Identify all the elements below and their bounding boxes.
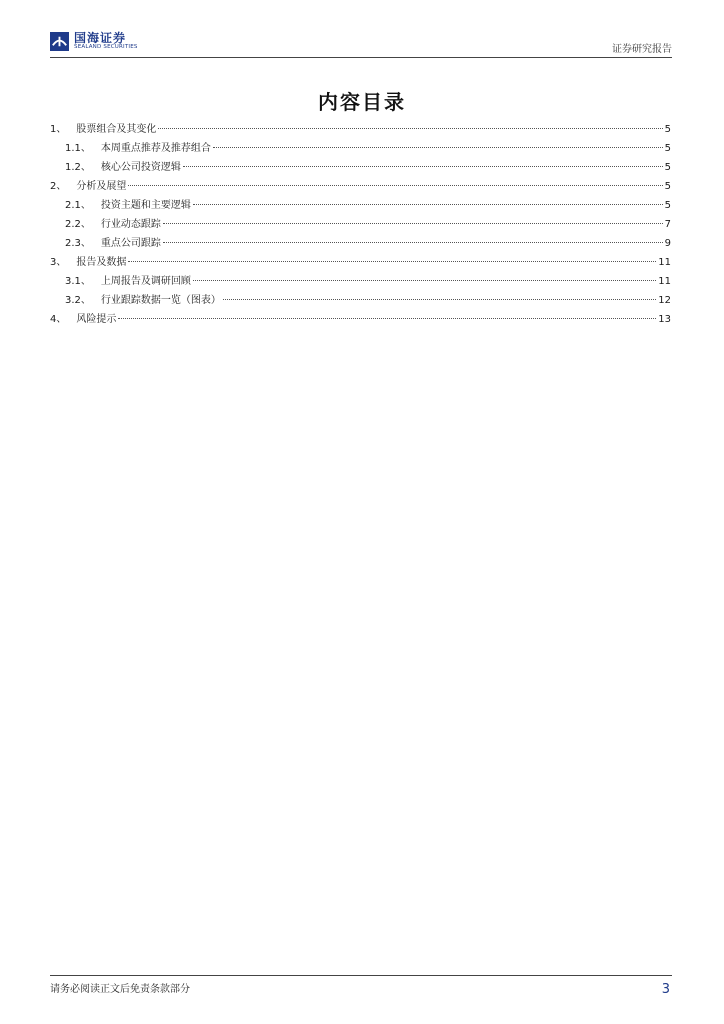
toc-entry-number: 2.2、 — [65, 219, 91, 230]
toc-entry-label: 重点公司跟踪 — [100, 238, 161, 249]
toc-entry-page: 5 — [664, 124, 671, 135]
toc-entry-number: 1、 — [50, 124, 67, 135]
toc-entry-number: 4、 — [50, 314, 67, 325]
toc-leader-dots — [223, 299, 656, 300]
table-of-contents — [50, 120, 671, 329]
toc-entry-label: 上周报告及调研回顾 — [100, 276, 191, 287]
toc-title: 内容目录 — [318, 90, 406, 114]
toc-entry-page: 5 — [664, 143, 671, 154]
toc-leader-dots — [118, 318, 656, 319]
sealand-logo-icon — [50, 32, 69, 51]
toc-leader-dots — [193, 280, 656, 281]
toc-entry-number: 2.3、 — [65, 238, 91, 249]
toc-entry[interactable] — [50, 120, 671, 139]
toc-leader-dots — [213, 147, 663, 148]
footer-disclaimer: 请务必阅读正文后免责条款部分 — [50, 984, 190, 995]
toc-entry-label: 风险提示 — [76, 314, 117, 325]
toc-entry-number: 2.1、 — [65, 200, 91, 211]
toc-leader-dots — [193, 204, 663, 205]
toc-entry[interactable] — [50, 177, 671, 196]
logo-english-name: SEALAND SECURITIES — [74, 44, 138, 51]
toc-leader-dots — [163, 242, 663, 243]
toc-leader-dots — [128, 261, 656, 262]
toc-entry-page: 13 — [658, 314, 671, 325]
toc-leader-dots — [183, 166, 663, 167]
toc-entry[interactable] — [50, 291, 671, 310]
toc-entry-page: 9 — [664, 238, 671, 249]
header-divider — [50, 57, 672, 58]
toc-entry[interactable] — [50, 158, 671, 177]
footer-divider — [50, 975, 672, 976]
toc-entry-number: 3.2、 — [65, 295, 91, 306]
toc-entry-label: 行业动态跟踪 — [100, 219, 161, 230]
toc-entry[interactable] — [50, 234, 671, 253]
toc-entry-number: 1.1、 — [65, 143, 91, 154]
toc-entry-label: 行业跟踪数据一览（图表） — [100, 295, 221, 306]
toc-entry-number: 2、 — [50, 181, 67, 192]
toc-entry[interactable] — [50, 139, 671, 158]
toc-entry[interactable] — [50, 253, 671, 272]
toc-leader-dots — [163, 223, 663, 224]
toc-entry-label: 投资主题和主要逻辑 — [100, 200, 191, 211]
logo-chinese-name: 国海证券 — [74, 31, 127, 46]
toc-entry-page: 5 — [664, 162, 671, 173]
toc-entry-page: 5 — [664, 200, 671, 211]
toc-entry[interactable] — [50, 196, 671, 215]
company-logo — [50, 32, 138, 51]
toc-entry-label: 股票组合及其变化 — [76, 124, 157, 135]
toc-entry[interactable] — [50, 310, 671, 329]
toc-entry-page: 7 — [664, 219, 671, 230]
toc-entry-label: 报告及数据 — [76, 257, 127, 268]
toc-entry-label: 核心公司投资逻辑 — [100, 162, 181, 173]
toc-entry-number: 3.1、 — [65, 276, 91, 287]
toc-entry-page: 5 — [664, 181, 671, 192]
page-header — [50, 30, 672, 58]
toc-entry-page: 11 — [658, 276, 671, 287]
toc-entry[interactable] — [50, 272, 671, 291]
toc-entry-page: 11 — [658, 257, 671, 268]
toc-entry-label: 分析及展望 — [76, 181, 127, 192]
toc-entry-label: 本周重点推荐及推荐组合 — [100, 143, 211, 154]
page-number: 3 — [661, 982, 670, 997]
toc-entry-page: 12 — [658, 295, 671, 306]
toc-entry-number: 3、 — [50, 257, 67, 268]
toc-entry-number: 1.2、 — [65, 162, 91, 173]
toc-entry[interactable] — [50, 215, 671, 234]
report-type-label: 证券研究报告 — [612, 44, 672, 55]
toc-leader-dots — [128, 185, 662, 186]
toc-leader-dots — [158, 128, 662, 129]
